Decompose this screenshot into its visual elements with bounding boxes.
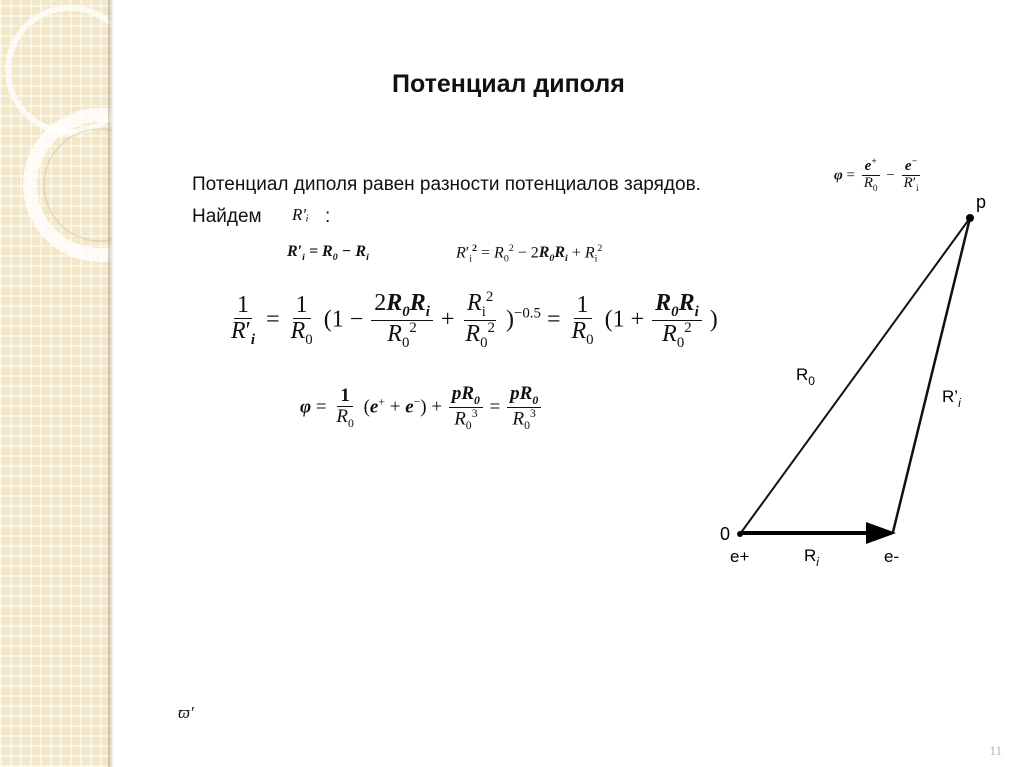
decorative-ring-inner [44, 129, 112, 241]
formula-expansion: $\frac{1}{R'_i}$ = $\frac{1}{R_0}$ (1 − $\frac{2R_0R_i}{R_0^2}$ + $\frac{R_i^2}{R_0^2}$ )$^{-0.5}$ = $\frac{1}{R_0}$ (1 + $\frac{R_0R_i}{R_0^2}$ ) [231, 289, 718, 352]
text-line-1 [192, 174, 701, 196]
decorative-ring-bottom [30, 115, 112, 255]
label-charge-plus: e+ [730, 547, 750, 566]
vector-Ri-prime [893, 218, 970, 532]
label-Ri-sub: i [816, 555, 819, 569]
point-origin-dot [737, 531, 743, 537]
label-Ri-main: R [804, 546, 817, 565]
slide-title: Потенциал диполя [392, 70, 625, 98]
page-number: 11 [989, 743, 1002, 758]
vector-R0 [740, 218, 970, 534]
text-line-2 [192, 206, 262, 228]
formula-ri-prime-inline: R′ᵢ [292, 205, 309, 224]
dipole-diagram [700, 180, 1000, 590]
side-panel-shadow [108, 0, 114, 767]
label-origin: 0 [720, 524, 731, 544]
label-charge-minus: e- [884, 547, 900, 566]
decorative-rings [0, 0, 112, 767]
arrowhead-icon [866, 522, 896, 544]
formula-ri-prime-squared: $R'_i^2 = R_0^2 - 2R_0R_i + R_i^2$ [456, 243, 603, 265]
label-Ri-prime-main: R’ [942, 387, 959, 406]
stray-symbol: ϖ′ [178, 703, 194, 722]
label-R0-main: R [796, 365, 809, 384]
label-Ri [804, 546, 819, 569]
text-line-2-prefix: Найдем [192, 206, 262, 227]
label-point-p: p [976, 192, 987, 212]
formula-result: φ = $\frac{1}{R_0}$ (e+ + e−) + $\frac{pR_0}{R_0^3}$ = $\frac{pR_0}{R_0^3}$ [300, 384, 543, 433]
label-R0 [796, 365, 815, 388]
point-p-dot [966, 214, 974, 222]
formula-phi-definition: φ = $\frac{e^+}{R_0}$ − $\frac{e^-}{R'_i}$ [834, 157, 919, 194]
text-line-2-colon: : [325, 206, 331, 227]
label-Ri-prime [942, 387, 961, 410]
label-Ri-prime-sub: i [958, 396, 961, 410]
text-line-1-content: Потенциал диполя равен разности потенциалов зарядов. [192, 174, 701, 195]
label-R0-sub: 0 [808, 374, 815, 388]
decorative-side-panel [0, 0, 112, 767]
formula-ri-prime-vector: $R'_i = R_0 - R_i$ [287, 243, 369, 264]
